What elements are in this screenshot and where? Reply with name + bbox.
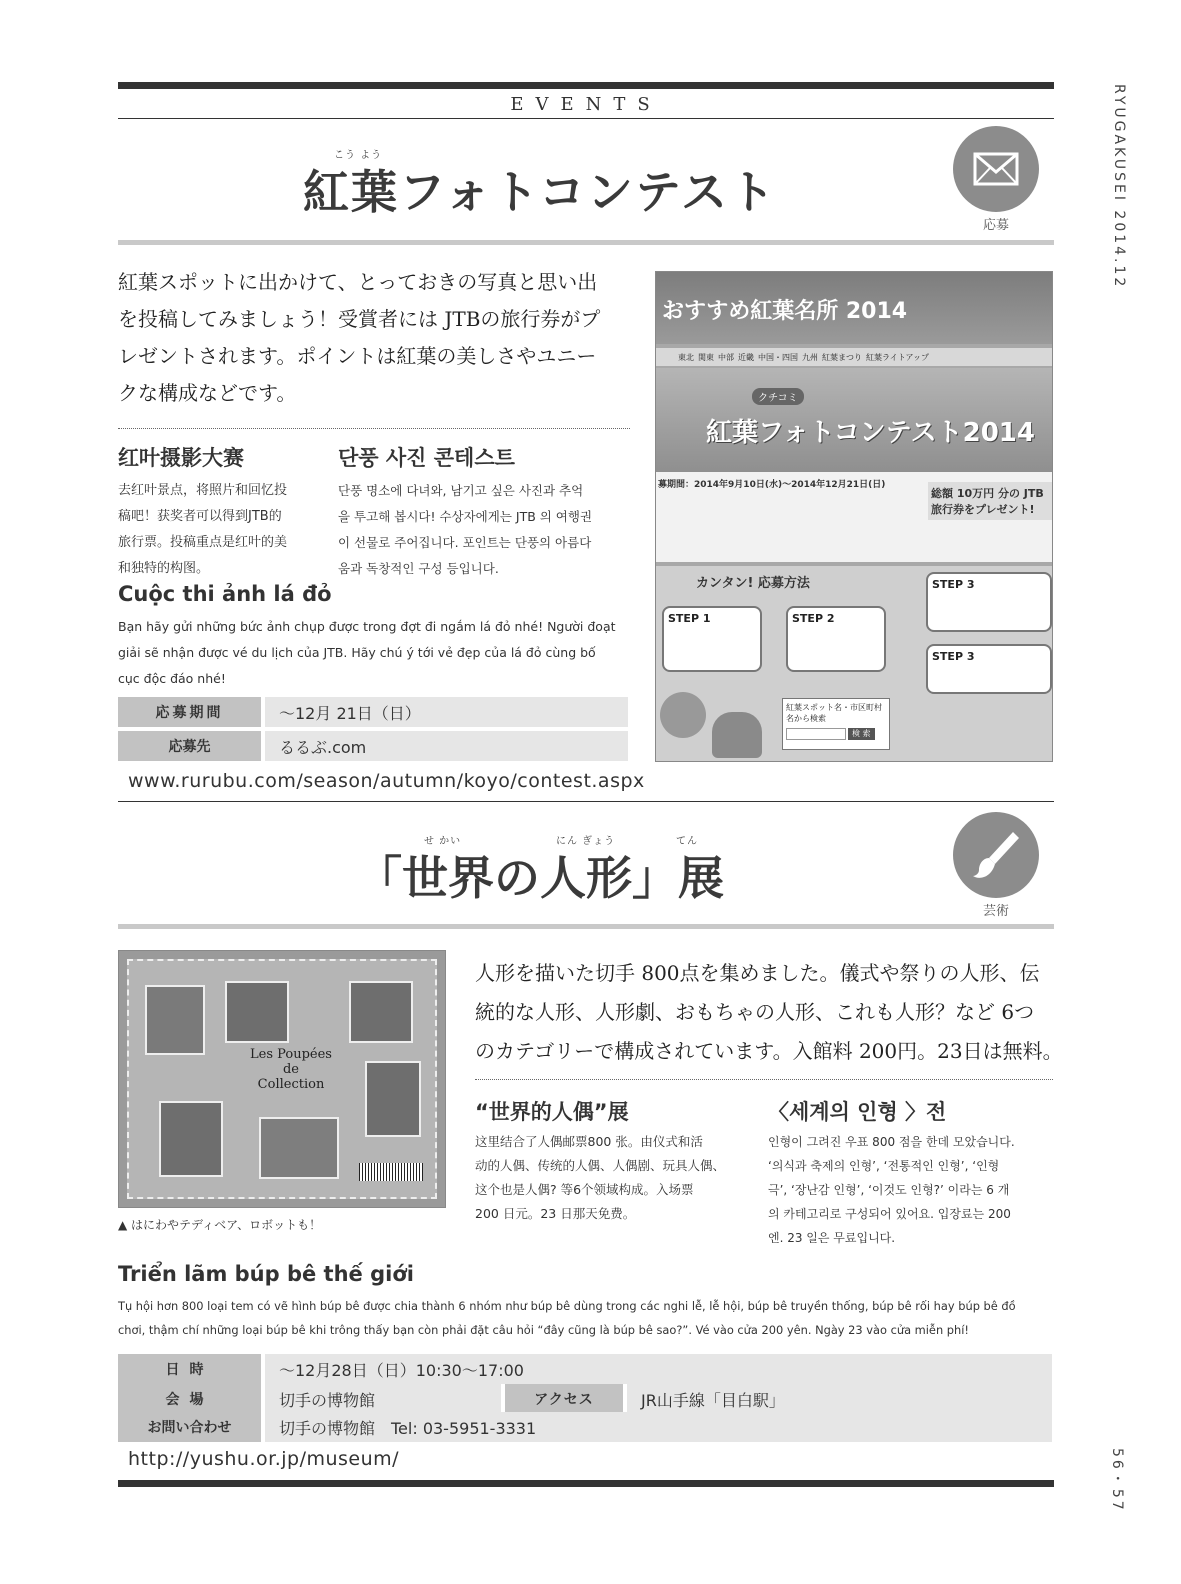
info-label: 応募期間: [118, 697, 261, 727]
ko-line: 의 카테고리로 구성되어 있어요. 입장료는 200: [768, 1207, 1011, 1221]
site-step-3b: STEP 3: [926, 644, 1052, 694]
ko-line: 움과 독창적인 구성 등입니다.: [338, 561, 499, 576]
event2-zh-text: [475, 1130, 750, 1226]
site-search-button[interactable]: 検 索: [848, 728, 875, 740]
jp-line: 紅葉スポットに出かけて、とっておきの写真と思い出: [118, 270, 598, 294]
event2-dotted-divider: [475, 1079, 1053, 1080]
jp-line: レゼントされます。ポイントは紅葉の美しさやユニー: [118, 344, 597, 368]
site-nav-item[interactable]: 紅葉ライトアップ: [866, 352, 929, 362]
event1-jp-text: [118, 264, 638, 412]
stamp-text: de: [282, 1062, 299, 1077]
zh-line: 这个也是人偶? 等6个领域构成。入场票: [475, 1182, 694, 1197]
doll-stamp: [259, 1117, 339, 1179]
site-nav-item[interactable]: 関東: [698, 352, 714, 362]
vi-line: Bạn hãy gửi những bức ảnh chụp được trong đợt đi ngắm lá đỏ nhé! Người đoạt: [118, 619, 616, 634]
event2-title-underline: [118, 924, 1054, 929]
site-squirrel-illustration: [712, 712, 762, 758]
info-label: お問い合わせ: [118, 1412, 261, 1442]
title-ruby: せ かい: [424, 836, 462, 847]
doll-stamp: [225, 981, 289, 1043]
jp-line: 統的な人形、人形劇、おもちゃの人形、これも人形？など 6つ: [475, 1000, 1035, 1024]
zh-line: 和独特的构图。: [118, 561, 210, 576]
jp-line: を投稿してみましょう！受賞者には JTBの旅行券がプ: [118, 307, 601, 331]
site-nav: [656, 348, 1053, 366]
info-row-contact: [118, 1412, 1052, 1442]
page-number: 56・57: [1109, 1448, 1125, 1513]
doll-stamp: [145, 985, 205, 1055]
event1-title-underline: [118, 240, 1054, 245]
ko-line: ‘의식과 축제의 인형’, ‘전통적인 인형’, ‘인형: [768, 1159, 1000, 1173]
info-label: 応募先: [118, 731, 261, 761]
zh-line: 200 日元。23 日那天免费。: [475, 1206, 636, 1221]
ko-line: 인형이 그려진 우표 800 점을 한데 모았습니다.: [768, 1135, 1015, 1149]
paintbrush-icon: [953, 812, 1039, 898]
site-search-label: 紅葉スポット名・市区町村名から検索: [786, 703, 882, 723]
site-nav-item[interactable]: 東北: [678, 352, 694, 362]
ko-line: 엔. 23 일은 무료입니다.: [768, 1231, 896, 1245]
photo-caption: ▲ はにわやテディベア、ロボットも！: [118, 1218, 322, 1232]
site-period: 募期間：2014年9月10日(水)〜2014年12月21日(日): [658, 480, 886, 490]
site-nav-item[interactable]: 中部: [718, 352, 734, 362]
jp-line: クな構成などです。: [118, 381, 297, 405]
event1-zh-title: 红叶摄影大赛: [118, 446, 244, 470]
site-prize: 総額 10万円 分の JTB旅行券をプレゼント!: [928, 482, 1052, 520]
event1-vi-text: [118, 614, 638, 692]
info-row-period: [118, 697, 628, 727]
site-step-3a: STEP 3: [926, 572, 1052, 632]
event2-ko-title: 〈세계의 인형 〉전: [768, 1100, 947, 1124]
event1-ko-title: 단풍 사진 콘테스트: [338, 446, 515, 470]
event2-zh-title: “世界的人偶”展: [475, 1100, 629, 1124]
title-ruby: てん: [676, 836, 698, 847]
envelope-icon: [953, 126, 1039, 212]
doll-stamp: [349, 981, 413, 1043]
title-ruby: にん ぎょう: [556, 836, 616, 847]
info-value: るるぶ.com: [265, 731, 628, 761]
site-nav-item[interactable]: 九州: [802, 352, 818, 362]
site-nav-item[interactable]: 近畿: [738, 352, 754, 362]
header-divider: [118, 118, 1054, 119]
info-value: 切手の博物館 Tel: 03-5951-3331: [265, 1412, 1052, 1442]
info-label: 日時: [118, 1354, 261, 1384]
ko-line: 극’, ‘장난감 인형’, ‘이것도 인형?’ 이라는 6 개: [768, 1183, 1010, 1197]
info-value: 切手の博物館: [265, 1384, 501, 1414]
vi-line: cục độc đáo nhé!: [118, 671, 226, 686]
site-nav-item[interactable]: 中国・四国: [758, 352, 798, 362]
info-row-destination: [118, 731, 628, 761]
event2-vi-title: Triển lãm búp bê thế giới: [118, 1262, 414, 1286]
info-value: 〜12月 21日（日）: [265, 697, 628, 727]
ko-line: 을 투고해 봅시다! 수상자에게는 JTB 의 여행권: [338, 509, 593, 524]
jp-line: 人形を描いた切手 800点を集めました。儀式や祭りの人形、伝: [475, 961, 1040, 985]
stamp-text: Les Poupées: [250, 1047, 332, 1062]
zh-line: 动的人偶、传统的人偶、人偶剧、玩具人偶、: [475, 1158, 726, 1173]
event-divider: [118, 801, 1054, 802]
info-value: JR山手線「目白駅」: [627, 1384, 1052, 1414]
event2-jp-text: [475, 954, 1065, 1071]
site-step-2: STEP 2: [786, 606, 886, 672]
event1-url[interactable]: www.rurubu.com/season/autumn/koyo/contest.aspx: [128, 770, 645, 792]
doll-stamp: [365, 1061, 421, 1137]
vi-line: chơi, thậm chí những loại búp bê khi trông thấy bạn còn phải đặt câu hỏi “đây cũng là búp bê sao?”. Vé vào cửa 200 yên. Ngày 23 vào cửa miễn phí!: [118, 1323, 969, 1337]
stamp-text: Collection: [257, 1077, 325, 1092]
zh-line: 去红叶景点，将照片和回忆投: [118, 483, 288, 498]
bottom-bar: [118, 1480, 1054, 1487]
contest-website-screenshot: [655, 271, 1053, 762]
info-row-date: [118, 1354, 1052, 1384]
envelope-icon-circle: [953, 126, 1039, 212]
vi-line: Tụ hội hơn 800 loại tem có vẽ hình búp bê được chia thành 6 nhóm như búp bê dùng trong các nghi lễ, lễ hội, búp bê truyền thống, búp bê rối hay búp bê đồ: [118, 1299, 1016, 1313]
event1-dotted-divider: [118, 428, 630, 429]
event2-vi-text: [118, 1294, 1058, 1342]
vi-line: giải sẽ nhận được vé du lịch của JTB. Hãy chú ý tới vẻ đẹp của lá đỏ cùng bố: [118, 645, 596, 660]
site-mascot-bubble: [660, 692, 706, 738]
site-how-title: カンタン! 応募方法: [696, 576, 810, 591]
doll-stamp: [159, 1101, 223, 1177]
top-bar: [118, 82, 1054, 89]
jp-line: のカテゴリーで構成されています。入館料 200円。23日は無料。: [475, 1039, 1063, 1063]
barcode: [359, 1163, 423, 1181]
info-row-venue: [118, 1384, 1052, 1414]
site-header-title: おすすめ紅葉名所 2014: [662, 299, 908, 324]
title-ruby: こう よう: [334, 150, 383, 161]
ko-line: 단풍 명소에 다녀와, 남기고 싶은 사진과 추억: [338, 483, 584, 498]
zh-line: 稿吧！获奖者可以得到JTB的: [118, 509, 282, 524]
event2-ko-text: [768, 1130, 1054, 1250]
art-label: 芸術: [982, 904, 1009, 919]
stamp-sheet-title: [231, 1047, 351, 1092]
site-search-box: [782, 698, 890, 750]
site-step-1: STEP 1: [662, 606, 762, 672]
site-banner-title: 紅葉フォトコンテスト2014: [706, 418, 1035, 448]
zh-line: 这里结合了人偶邮票800 张。由仪式和活: [475, 1134, 703, 1149]
ko-line: 이 선물로 주어집니다. 포인트는 단풍의 아름다: [338, 535, 592, 550]
event1-zh-text: [118, 478, 324, 582]
event2-title: 「世界の人形」展: [356, 851, 724, 905]
site-search-input[interactable]: [786, 728, 846, 740]
magazine-side-label: RYUGAKUSEI 2014.12: [1111, 84, 1127, 290]
site-nav-item[interactable]: 紅葉まつり: [822, 352, 862, 362]
info-label: 会場: [118, 1384, 261, 1414]
apply-label: 応募: [982, 218, 1009, 233]
event1-title: 紅葉フォトコンテスト: [302, 165, 778, 219]
event2-url[interactable]: http://yushu.or.jp/museum/: [128, 1448, 400, 1470]
event1-vi-title: Cuộc thi ảnh lá đỏ: [118, 582, 332, 606]
event1-ko-text: [338, 478, 630, 582]
site-banner-small: クチコミ: [752, 388, 804, 405]
info-value: 〜12月28日（日）10:30〜17:00: [265, 1354, 1052, 1384]
section-label: EVENTS: [510, 94, 662, 115]
info-label: アクセス: [505, 1384, 623, 1414]
brush-icon-circle: [953, 812, 1039, 898]
stamp-sheet-photo: [118, 950, 446, 1208]
zh-line: 旅行票。投稿重点是红叶的美: [118, 535, 288, 550]
